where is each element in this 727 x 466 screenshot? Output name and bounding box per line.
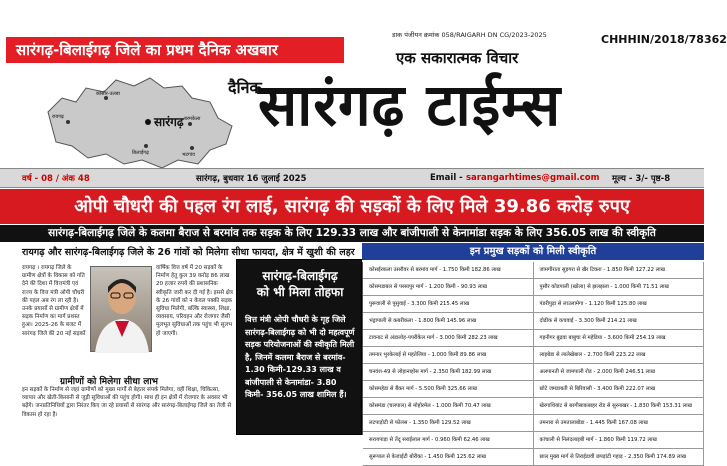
postal-registration: डाक पंजीयन क्रमांक 058/RAIGARH DN CG/2023-2025 xyxy=(392,31,547,39)
map-dot-icon xyxy=(190,146,194,150)
person-icon xyxy=(91,267,153,353)
email-link[interactable]: sarangarhtimes@gmail.com xyxy=(466,173,600,183)
list-item: जामगीराता सुड़गरा से खैर टिकरा - 1.850 किमी 127.22 लाख xyxy=(534,262,705,279)
map-town: भटगांव xyxy=(182,152,195,158)
map-town: बिलाईगढ़ xyxy=(132,150,149,156)
list-item: पुसौर कोडपाली (खोला) से झलझला - 1.000 किमी 71.51 लाख xyxy=(534,279,705,296)
slogan: एक सकारात्मक विचार xyxy=(396,49,519,67)
list-item: छोटे जमडाबती से बिरिवासी - 3.400 किमी 222.07 लाख xyxy=(534,381,705,398)
list-item: तमनारा से उमतालाबोडा - 1.445 किमी 167.08 लाख xyxy=(534,415,705,432)
tagline-banner: सारंगढ़-बिलाईगढ़ जिले का प्रथम दैनिक अखबार xyxy=(6,37,344,63)
list-item: दोढीक से कचवाई - 3.300 किमी 214.21 लाख xyxy=(534,313,705,330)
article-column-a: रायगढ़ । रायगढ़ जिले के ग्रामीण क्षेत्रों के विकास को गति देने की दिशा में वित्तमंत्री एवं राज्य के वित्त मंत्री ओपी चौधरी की पहल अब रंग ला रही है। उनके प्रयासों से ग्रामीण क्षेत्रों में सड़क निर्माण का मार्ग प्रशस्त हुआ। 2025-26 के बजट में सारंगढ़ जिले की 20 नई सड़कों xyxy=(22,265,86,337)
newspaper-title: सारंगढ़ टाईम्स xyxy=(258,71,562,139)
map-dot-icon xyxy=(144,144,148,148)
list-item: कोसमहेडा से बैंकर मार्ग - 5.500 किमी 325.66 लाख xyxy=(363,381,534,398)
article-column-c: इन सड़कों के निर्माण से जहां ग्रामीणों को मुख्य मार्गों से बेहतर संपर्क मिलेगा, वहीं शिक्षा, चिकित्सा, व्यापार और खेती-किसानी से जुड़ी सुविधाओं की पहुंच होगी। साथ ही इन क्षेत्रों में रोजगार के अवसर भी बढ़ेंगे। जनप्रतिनिधियों द्वारा निरंतर किए जा रहे प्रयासों से सारंगढ़ और सारंगढ़-बिलाईगढ़ जिले का तेजी से विकास हो रहा है। xyxy=(22,387,232,418)
list-item: अलपानती से जामपाली रोड - 2.000 किमी 246.51 लाख xyxy=(534,364,705,381)
list-item: लाइबेडा से लालेखेबाल - 2.700 किमी 223.22 लाख xyxy=(534,347,705,364)
highlight-box-text: वित्त मंत्री ओपी चौधरी के गृह जिले सारंगढ़-बिलाईगढ़ को भी दो महत्वपूर्ण सड़क परियोजनाओं की स्वीकृति मिली है, जिनमें कलमा बैराज से बरमांव- 1.30 किमी-129.33 लाख व बांजीपाली से केनामांडा- 3.80 किमी- 356.05 लाख शामिल हैं। xyxy=(245,315,355,399)
list-item: पंडरीपुड़ा से लाउलामेगा - 1.120 किमी 125.80 लाख xyxy=(534,296,705,313)
price-pages: मूल्य - 3/- पृष्ठ-8 xyxy=(612,174,671,184)
map-dot-icon xyxy=(188,122,192,126)
map-label: सारंगढ़ xyxy=(154,115,184,129)
list-item: कोसमंडा (चलपाल) से मोहोरमेल - 1.000 किमी 70.47 लाख xyxy=(363,398,534,415)
list-item: सरायपाड़ा से तेंदू सराईलाल मार्ग - 0.960 किमी 62.46 लाख xyxy=(363,432,534,449)
list-item: भंड्रापाली से कबरीकला - 1.800 किमी 145.96 लाख xyxy=(363,313,534,330)
list-item: चनवंश-49 से लोहानाहोस मार्ग - 2.350 किमी 182.99 लाख xyxy=(363,364,534,381)
list-item: छाल मुख्य मार्ग से तिराईडावी छपड़ांटी गहाड़ - 2.350 किमी 174.89 लाख xyxy=(534,449,705,466)
highlight-box-title xyxy=(237,268,363,300)
map-dot-icon xyxy=(66,120,70,124)
list-item: कोसईरकला उसरौवर से बरमांव मार्ग - 1.750 किमी 182.86 लाख xyxy=(363,262,534,279)
map-town: रायगढ़ xyxy=(52,114,64,120)
highlight-title-line: को भी मिला तोहफा xyxy=(256,285,344,299)
rni-number: CHHHIN/2018/78362 xyxy=(601,33,727,46)
list-item: टावनाट से अंडालोह-पपरीकेल मार्ग - 3.000 किमी 282.23 लाख xyxy=(363,330,534,347)
issue-date: सारंगढ़, बुधवार 16 जुलाई 2025 xyxy=(196,174,307,184)
roads-list xyxy=(362,262,704,460)
sub-headline: सारंगढ़-बिलाईगढ़ जिले के कलमा बैराज से बरमांव तक सड़क के लिए 129.33 लाख और बांजीपाली से केनामांडा सड़क के लिए 356.05 लाख की स्वीकृति xyxy=(0,225,704,242)
map-town: कोसीर-उलबा xyxy=(96,91,120,97)
list-item: लटपाड़ोटी से फोलस - 1.350 किमी 129.52 लाख xyxy=(363,415,534,432)
district-map xyxy=(42,68,247,170)
title-prefix: दैनिक xyxy=(228,78,262,97)
highlight-title-line: सारंगढ़-बिलाईगढ़ xyxy=(262,269,338,283)
article-column-b: वार्षिक वित्त वर्ष में 20 सड़कों के निर्माण हेतु कुल 39 करोड़ 86 लाख 20 हजार रुपये की प्रशासनिक स्वीकृति जारी कर दी गई है। इससे क्षेत्र के 26 गांवों को न केवल पक्की सड़क सुविधा मिलेगी, बल्कि स्वास्थ्य, शिक्षा, व्यवसाय, परिवहन और रोजगार जैसी मूलभूत सुविधाओं तक पहुंच भी सुलभ हो जाएगी। xyxy=(156,265,233,337)
roads-list-header: इन प्रमुख सड़कों को मिली स्वीकृति xyxy=(362,243,704,260)
issue-number: वर्ष - 08 / अंक 48 xyxy=(22,174,90,184)
list-item: कांचाली से निलंदलाइबी मार्ग - 1.860 किमी 119.72 लाख xyxy=(534,432,705,449)
list-item: तमनार भुरकेलाई से महतेलिया - 1.000 किमी 89.86 लाख xyxy=(363,347,534,364)
map-marker-icon xyxy=(145,119,151,125)
article-subtitle: ग्रामीणों को मिलेगा सीधा लाभ xyxy=(60,377,158,387)
strap-line: रायगढ़ और सारंगढ़-बिलाईगढ़ जिले के 26 गांवों को मिलेगा सीधा फायदा, क्षेत्र में खुशी की लहर xyxy=(22,247,355,258)
issue-info-bar xyxy=(0,168,704,188)
main-headline: ओपी चौधरी की पहल रंग लाई, सारंगढ़ की सड़कों के लिए मिले 39.86 करोड़ रुपए xyxy=(0,189,704,224)
list-item: खेरगाथियांट से बरगीसाकबाहर रोड से सुरनाखर - 1.830 किमी 153.31 लाख xyxy=(534,398,705,415)
list-item: सुरूपाल से केजाईटी बोरीका - 1.450 किमी 125.62 लाख xyxy=(363,449,534,466)
map-town: बरमकेला xyxy=(184,116,201,122)
list-item: गहनीगर बुढ़वा बाबुचा से महेडिया - 3.600 किमी 254.19 लाख xyxy=(534,330,705,347)
minister-photo xyxy=(90,266,152,352)
list-item: पुरूवाली से पुसुवाई - 3.300 किमी 215.45 लाख xyxy=(363,296,534,313)
email-label: Email - xyxy=(430,173,463,183)
highlight-box xyxy=(236,259,362,435)
list-item: कोसमडाबल से परसापुर मार्ग - 1.200 किमी - 90.93 लाख xyxy=(363,279,534,296)
